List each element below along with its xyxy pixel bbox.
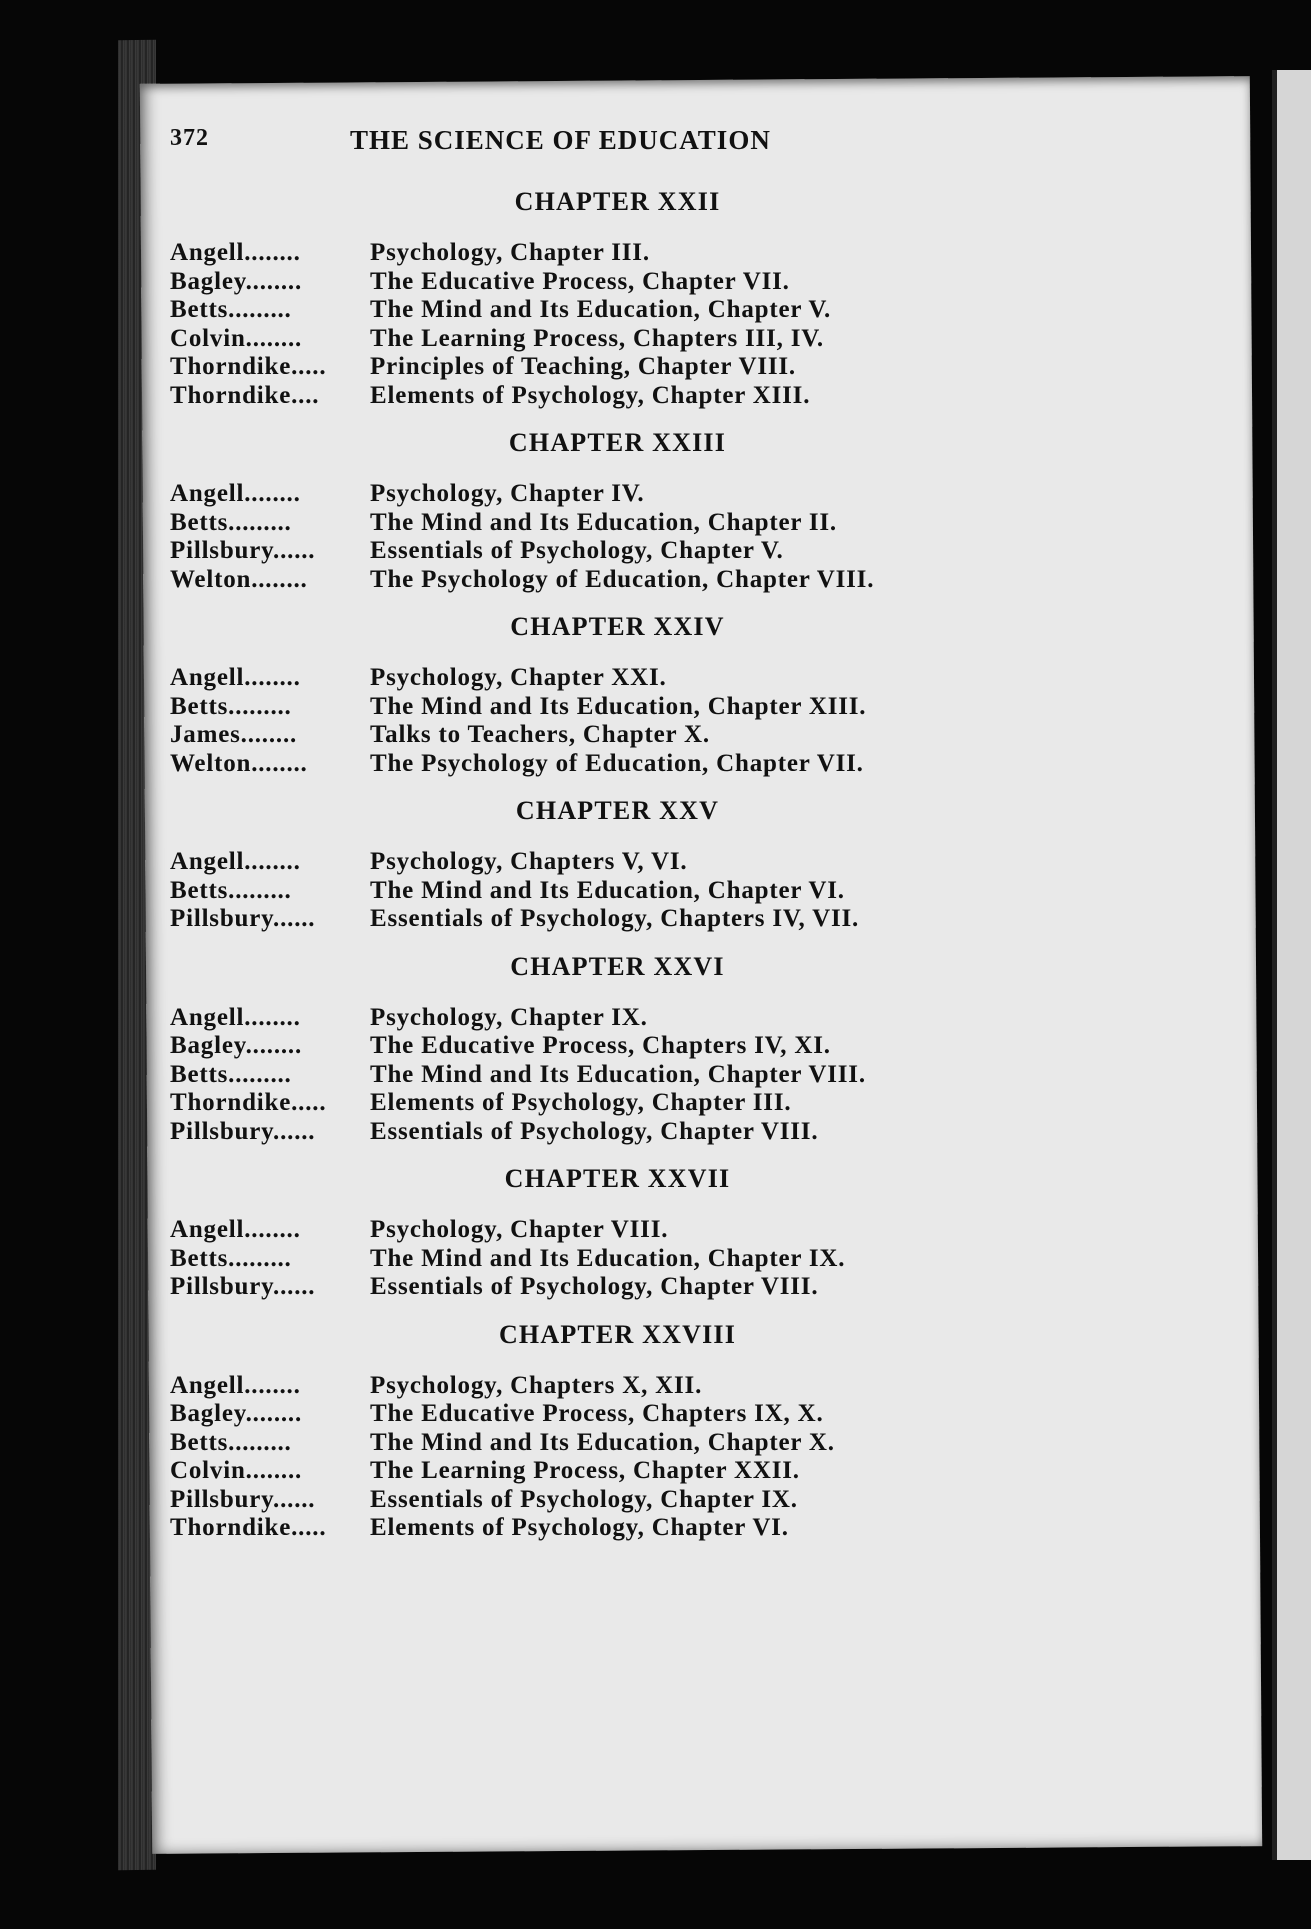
entry-author: Betts......... (170, 1428, 292, 1456)
chapter-section (170, 187, 1010, 410)
entry-reference: Elements of Psychology, Chapter III. (370, 1089, 792, 1116)
entry-reference: Essentials of Psychology, Chapter VIII. (370, 1117, 819, 1145)
reference-entry (170, 664, 1010, 693)
reference-entry (170, 1273, 1010, 1302)
chapter-heading: CHAPTER XXIII (508, 428, 727, 457)
reference-entry (170, 1457, 1010, 1486)
chapter-heading: CHAPTER XXVI (510, 951, 725, 981)
chapter-section (170, 952, 1010, 1147)
entry-reference: Essentials of Psychology, Chapter V. (370, 537, 784, 564)
chapter-heading: CHAPTER XXVII (504, 1164, 731, 1193)
reference-entry (170, 750, 1010, 779)
entry-author: Pillsbury...... (170, 1273, 316, 1300)
entry-reference: The Educative Process, Chapters IX, X. (370, 1400, 824, 1427)
entry-author: Thorndike.... (170, 381, 320, 409)
entry-reference: The Psychology of Education, Chapter VIII. (370, 565, 875, 593)
reference-entry (170, 848, 1010, 877)
entry-author: Angell........ (170, 480, 301, 507)
reference-entry (170, 1216, 1010, 1245)
entry-author: Thorndike..... (170, 353, 327, 380)
entry-author: Bagley........ (170, 1032, 303, 1059)
entry-author: Pillsbury...... (170, 1117, 316, 1145)
entry-author: Pillsbury...... (170, 905, 316, 932)
reference-entry (170, 877, 1010, 906)
entry-author: Thorndike..... (170, 1089, 327, 1116)
entry-reference: The Mind and Its Education, Chapter XIII. (370, 692, 867, 720)
entry-reference: The Psychology of Education, Chapter VII. (370, 749, 864, 777)
entry-reference: Psychology, Chapters X, XII. (370, 1371, 703, 1399)
entry-reference: Principles of Teaching, Chapter VIII. (370, 353, 796, 380)
entry-author: Angell........ (170, 1371, 301, 1399)
reference-entry (170, 537, 1010, 566)
entry-author: Colvin........ (170, 324, 303, 352)
reference-entry (170, 1514, 1010, 1543)
entry-reference: Psychology, Chapters V, VI. (370, 848, 688, 875)
chapter-heading: CHAPTER XXV (515, 796, 720, 825)
reference-entry (170, 480, 1010, 509)
entry-reference: The Mind and Its Education, Chapter X. (370, 1428, 835, 1456)
entry-reference: The Learning Process, Chapter XXII. (370, 1457, 800, 1484)
entry-reference: Essentials of Psychology, Chapter IX. (370, 1485, 798, 1513)
entry-author: Welton........ (170, 565, 308, 593)
book-title: THE SCIENCE OF EDUCATION (350, 125, 771, 155)
chapter-reading-list (170, 187, 1010, 1543)
entry-author: Thorndike..... (170, 1514, 327, 1541)
entry-author: Angell........ (170, 664, 301, 691)
reference-entry (170, 1004, 1010, 1033)
reference-entry (170, 1089, 1010, 1118)
entry-reference: Psychology, Chapter III. (370, 239, 650, 266)
reference-entry (170, 905, 1010, 934)
entry-reference: Psychology, Chapter IV. (370, 480, 645, 507)
entry-reference: Essentials of Psychology, Chapter VIII. (370, 1273, 819, 1300)
entry-author: Betts......... (170, 692, 292, 720)
reference-entry (170, 1486, 1010, 1515)
chapter-section (170, 796, 1010, 934)
entry-author: Betts......... (170, 876, 292, 904)
reference-entry (170, 239, 1010, 268)
reference-entry (170, 353, 1010, 382)
reference-entry (170, 1429, 1010, 1458)
entry-author: James........ (170, 721, 298, 748)
entry-author: Pillsbury...... (170, 1485, 316, 1513)
entry-author: Angell........ (170, 239, 301, 266)
entry-author: Betts......... (170, 508, 292, 536)
entry-author: Betts......... (170, 1244, 292, 1272)
entry-author: Bagley........ (170, 267, 303, 295)
chapter-section (170, 612, 1010, 778)
reference-entry (170, 296, 1010, 325)
reference-entry (170, 1245, 1010, 1274)
chapter-section (170, 1320, 1010, 1543)
running-head (170, 125, 1010, 169)
entry-author: Pillsbury...... (170, 537, 316, 564)
facing-page-edge (1272, 70, 1311, 1860)
entry-reference: Talks to Teachers, Chapter X. (370, 721, 710, 748)
entry-reference: Psychology, Chapter IX. (370, 1003, 648, 1031)
entry-reference: The Mind and Its Education, Chapter VI. (370, 876, 845, 904)
entry-author: Bagley........ (170, 1400, 303, 1427)
reference-entry (170, 1400, 1010, 1429)
reference-entry (170, 325, 1010, 354)
entry-reference: The Educative Process, Chapters IV, XI. (370, 1032, 831, 1059)
entry-author: Angell........ (170, 848, 301, 875)
reference-entry (170, 721, 1010, 750)
reference-entry (170, 1372, 1010, 1401)
reference-entry (170, 382, 1010, 411)
entry-reference: Elements of Psychology, Chapter VI. (370, 1514, 789, 1541)
entry-author: Angell........ (170, 1003, 301, 1031)
reference-entry (170, 1061, 1010, 1090)
entry-reference: Psychology, Chapter XXI. (370, 664, 667, 691)
chapter-heading: CHAPTER XXVIII (498, 1319, 737, 1349)
reference-entry (170, 1032, 1010, 1061)
chapter-heading: CHAPTER XXII (514, 187, 721, 216)
chapter-section (170, 1164, 1010, 1302)
reference-entry (170, 509, 1010, 538)
entry-author: Angell........ (170, 1216, 301, 1243)
entry-reference: The Learning Process, Chapters III, IV. (370, 324, 824, 352)
entry-reference: The Mind and Its Education, Chapter V. (370, 296, 832, 323)
entry-reference: The Educative Process, Chapter VII. (370, 267, 790, 295)
page-number: 372 (170, 125, 209, 151)
entry-author: Betts......... (170, 1060, 292, 1088)
reference-entry (170, 693, 1010, 722)
entry-reference: Essentials of Psychology, Chapters IV, VII. (370, 905, 860, 932)
entry-author: Betts......... (170, 296, 292, 323)
chapter-section (170, 428, 1010, 594)
chapter-heading: CHAPTER XXIV (510, 612, 725, 641)
reference-entry (170, 566, 1010, 595)
entry-author: Colvin........ (170, 1457, 303, 1484)
entry-reference: The Mind and Its Education, Chapter IX. (370, 1244, 846, 1272)
entry-reference: The Mind and Its Education, Chapter VIII. (370, 1060, 866, 1088)
entry-reference: The Mind and Its Education, Chapter II. (370, 508, 837, 536)
entry-reference: Psychology, Chapter VIII. (370, 1216, 669, 1243)
page-content (170, 125, 1010, 1543)
reference-entry (170, 268, 1010, 297)
reference-entry (170, 1118, 1010, 1147)
entry-author: Welton........ (170, 749, 308, 777)
entry-reference: Elements of Psychology, Chapter XIII. (370, 381, 811, 409)
